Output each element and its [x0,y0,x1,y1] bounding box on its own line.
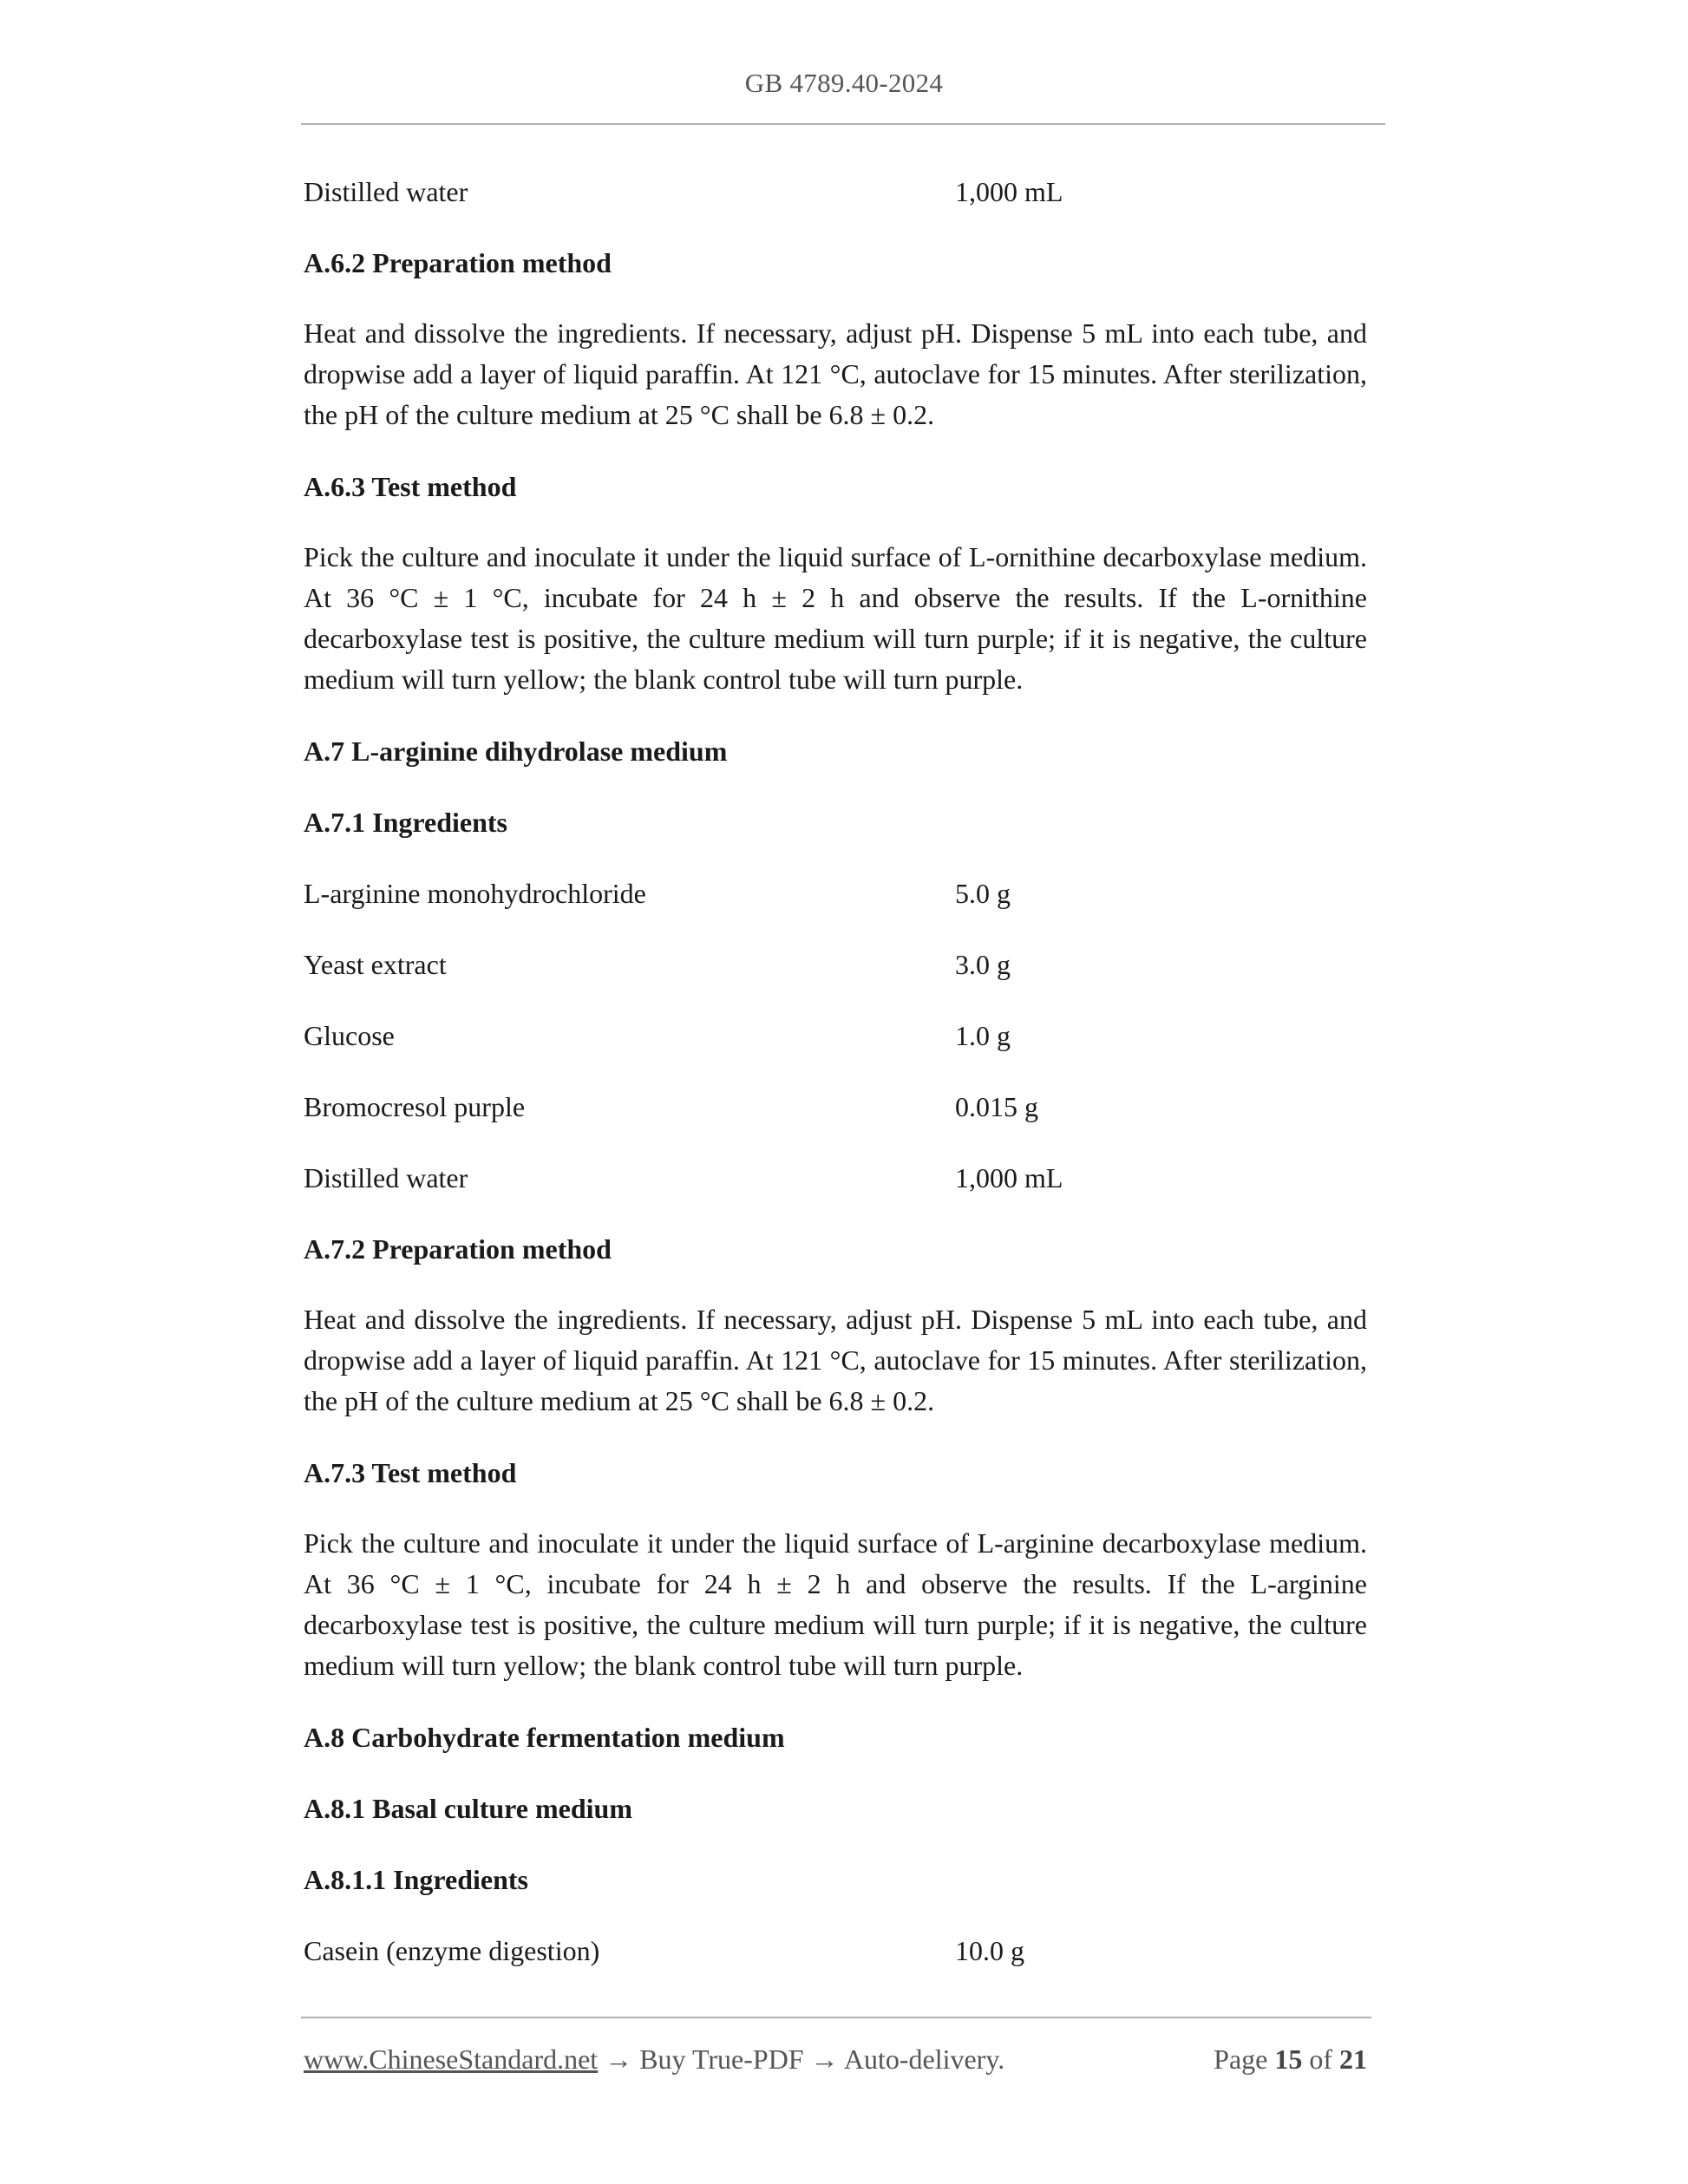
ingredient-row [304,1071,1367,1142]
document-body [304,156,1367,1986]
section-heading-a8: A.8 Carbohydrate fermentation medium [304,1722,785,1753]
section-heading-a62: A.6.2 Preparation method [304,247,612,278]
ingredient-name: Casein (enzyme digestion) [304,1935,600,1966]
ingredient-row [304,1142,1367,1213]
ingredient-row [304,1915,1367,1986]
paragraph-a63: Pick the culture and inoculate it under the liquid surface of L-ornithine decarboxylase medium. At 36 °C ± 1 °C, incubate for 24 h ± 2 h and observe the results. If the L-ornithine decarboxylase test is positive, the culture medium will turn purple; if it is negative, the culture medium will turn yellow; the blank control tube will turn purple. [304,541,1367,695]
page-current: 15 [1274,2043,1303,2075]
footer-divider [301,2017,1371,2018]
page-footer [304,2038,1367,2080]
ingredient-row [304,1000,1367,1071]
section-heading-a81: A.8.1 Basal culture medium [304,1793,632,1824]
ingredient-name: L-arginine monohydrochloride [304,878,646,909]
page-total: 21 [1339,2043,1367,2075]
ingredient-row [304,858,1367,929]
page-indicator [1214,2038,1367,2080]
ingredient-amount: 0.015 g [955,1091,1038,1122]
section-heading-a73: A.7.3 Test method [304,1457,517,1488]
ingredient-amount: 10.0 g [955,1935,1024,1966]
footer-tagline: → Buy True-PDF → Auto-delivery. [598,2043,1005,2075]
ingredient-name: Bromocresol purple [304,1091,526,1122]
section-heading-a811: A.8.1.1 Ingredients [304,1864,528,1895]
document-header-title: GB 4789.40-2024 [744,68,944,98]
ingredient-amount: 1.0 g [955,1020,1011,1051]
page-label: Page [1214,2043,1268,2075]
paragraph-a73: Pick the culture and inoculate it under the liquid surface of L-arginine decarboxylase medium. At 36 °C ± 1 °C, incubate for 24 h ± 2 h and observe the results. If the L-arginine decarboxylase test is positive, the culture medium will turn purple; if it is negative, the culture medium will turn yellow; the blank control tube will turn purple. [304,1527,1367,1681]
ingredient-row [304,156,1367,227]
section-heading-a7: A.7 L-arginine dihydrolase medium [304,736,728,767]
header-divider [301,123,1385,125]
paragraph-a62: Heat and dissolve the ingredients. If necessary, adjust pH. Dispense 5 mL into each tube, and dropwise add a layer of liquid paraffin. At 121 °C, autoclave for 15 minutes. After sterilization, the pH of the culture medium at 25 °C shall be 6.8 ± 0.2. [304,317,1367,430]
ingredient-name: Yeast extract [304,949,447,980]
ingredient-amount: 5.0 g [955,878,1011,909]
ingredient-row [304,929,1367,1000]
paragraph-a72: Heat and dissolve the ingredients. If necessary, adjust pH. Dispense 5 mL into each tube, and dropwise add a layer of liquid paraffin. At 121 °C, autoclave for 15 minutes. After sterilization, the pH of the culture medium at 25 °C shall be 6.8 ± 0.2. [304,1304,1367,1416]
footer-site-link[interactable]: www.ChineseStandard.net [304,2043,599,2075]
footer-promo [304,2038,1004,2080]
ingredient-name: Distilled water [304,176,468,207]
section-heading-a71: A.7.1 Ingredients [304,807,507,838]
ingredient-amount: 1,000 mL [955,1162,1063,1193]
page-of-label: of [1309,2043,1332,2075]
ingredient-amount: 3.0 g [955,949,1011,980]
section-heading-a72: A.7.2 Preparation method [304,1233,612,1265]
section-heading-a63: A.6.3 Test method [304,471,517,502]
ingredient-name: Distilled water [304,1162,468,1193]
ingredient-name: Glucose [304,1020,395,1051]
ingredient-amount: 1,000 mL [955,176,1063,207]
